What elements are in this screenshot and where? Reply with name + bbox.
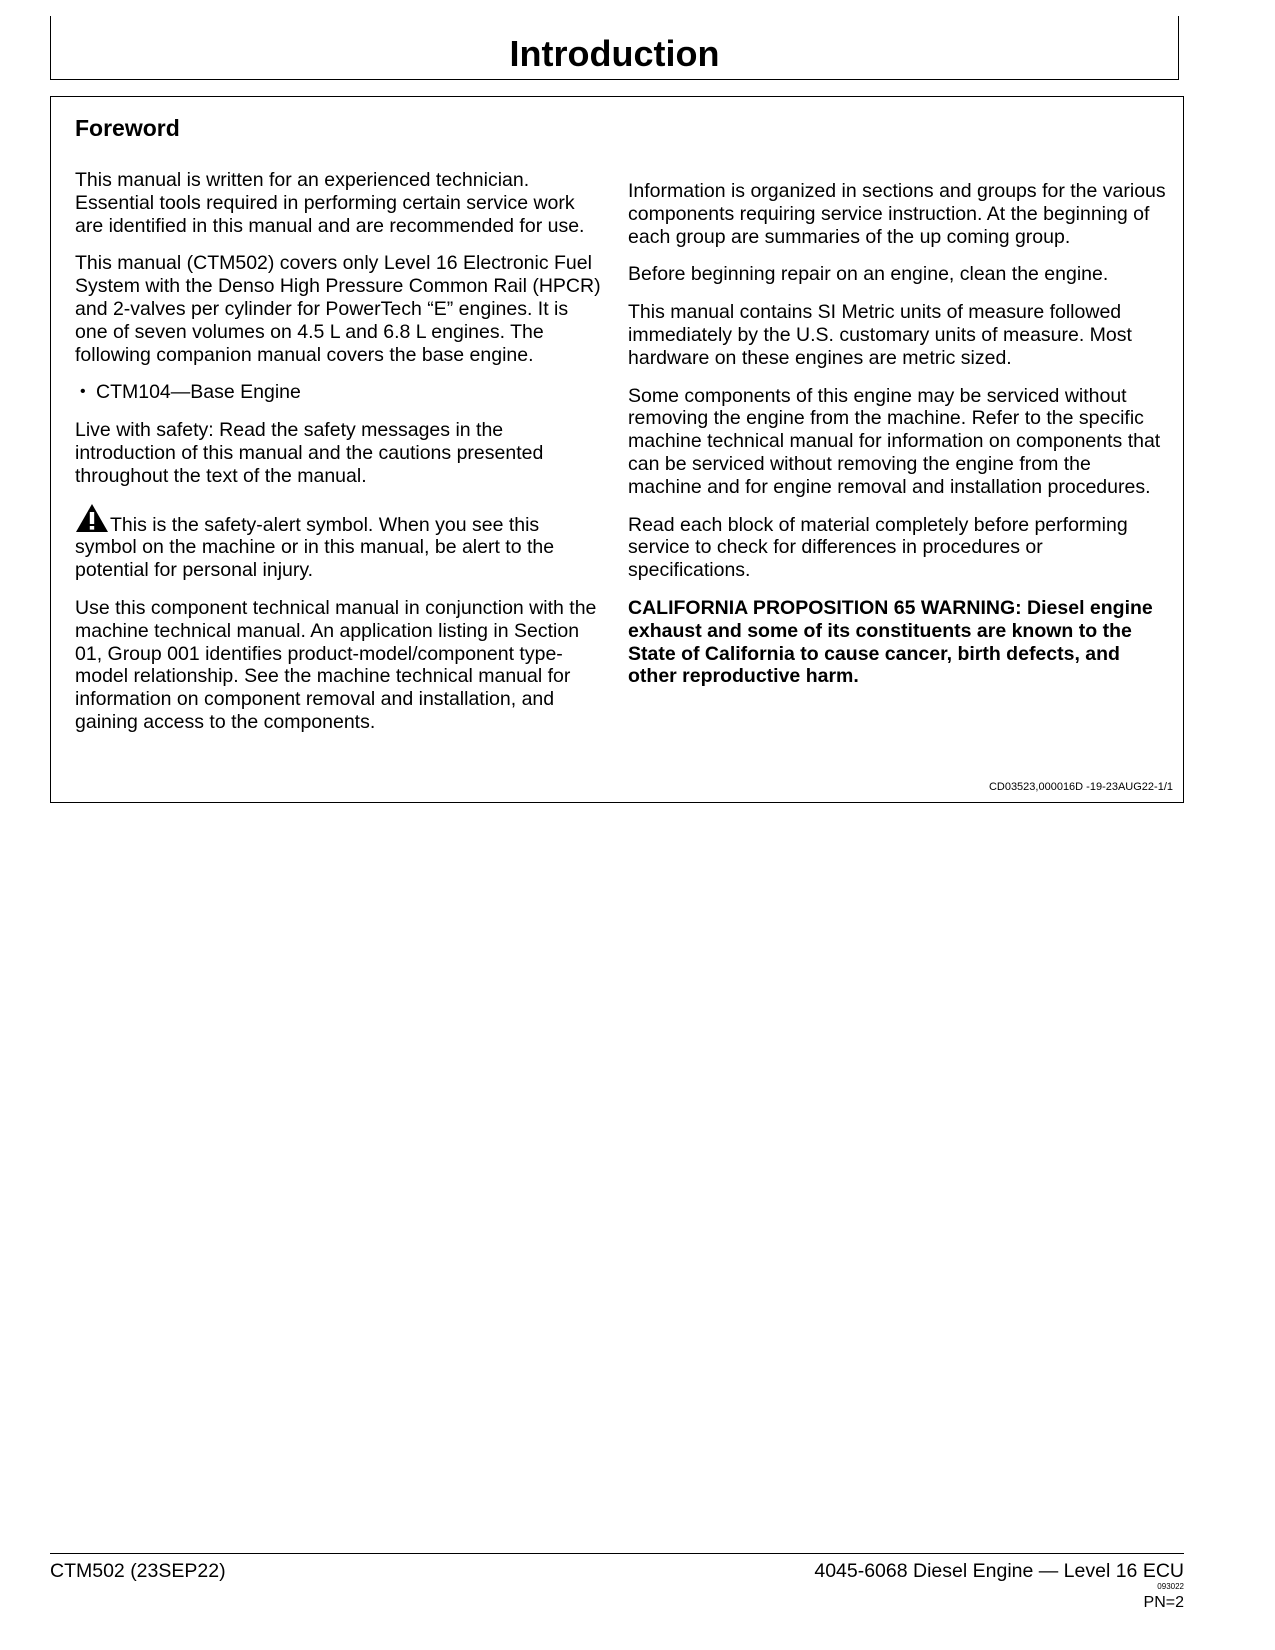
list-item-text: CTM104—Base Engine xyxy=(96,381,301,404)
footer-date-code: 093022 xyxy=(1157,1582,1184,1591)
foreword-section xyxy=(50,96,1184,803)
paragraph: Use this component technical manual in conjunction with the machine technical manual. An application listing in Section 01, Group 001 identifies product-model/component type-model relationship. See the machine technical manual for information on component removal and installation, and gaining access to the components. xyxy=(75,596,597,733)
list-item xyxy=(75,381,605,404)
paragraph: This manual (CTM502) covers only Level 16 Electronic Fuel System with the Denso High Pressure Common Rail (HPCR) and 2-valves per cylinder for PowerTech “E” engines. It is one of seven volumes on 4.5 L and 6.8 L engines. The following companion manual covers the base engine. xyxy=(75,252,601,366)
section-heading: Foreword xyxy=(75,115,180,141)
paragraph: Before beginning repair on an engine, clean the engine. xyxy=(628,263,1109,286)
paragraph: Information is organized in sections and groups for the various components requiring service instruction. At the beginning of each group are summaries of the up coming group. xyxy=(628,180,1166,248)
page-title: Introduction xyxy=(509,33,720,74)
paragraph: This manual contains SI Metric units of measure followed immediately by the U.S. customary units of measure. Most hardware on these engines are metric sized. xyxy=(628,301,1132,369)
safety-alert-icon xyxy=(75,503,109,533)
footer-divider xyxy=(50,1553,1184,1554)
right-column xyxy=(628,180,1168,703)
title-box xyxy=(50,16,1179,80)
safety-alert-text: This is the safety-alert symbol. When you see this symbol on the machine or in this manual, be alert to the potential for personal injury. xyxy=(75,513,555,582)
footer-manual-id: CTM502 (23SEP22) xyxy=(50,1560,226,1582)
safety-alert-paragraph xyxy=(75,503,605,582)
footer-manual-title: 4045-6068 Diesel Engine — Level 16 ECU xyxy=(814,1560,1184,1582)
paragraph: Read each block of material completely before performing service to check for differences in procedures or specifications. xyxy=(628,513,1128,582)
paragraph: Some components of this engine may be serviced without removing the engine from the machine. Refer to the specific machine technical manual for information on components that can be serviced without removing the engine from the machine and for engine removal and installation procedures. xyxy=(628,384,1161,498)
left-column xyxy=(75,169,605,749)
paragraph: This manual is written for an experienced technician. Essential tools required in performing certain service work are identified in this manual and are recommended for use. xyxy=(75,169,585,237)
paragraph: Live with safety: Read the safety messages in the introduction of this manual and the cautions presented throughout the text of the manual. xyxy=(75,419,544,487)
prop65-warning: CALIFORNIA PROPOSITION 65 WARNING: Diesel engine exhaust and some of its constituents are known to the State of California to cause cancer, birth defects, and other reproductive harm. xyxy=(628,596,1153,688)
bullet-icon: • xyxy=(80,383,86,401)
document-code: CD03523,000016D -19-23AUG22-1/1 xyxy=(988,781,1173,793)
page-number: PN=2 xyxy=(1143,1594,1184,1611)
